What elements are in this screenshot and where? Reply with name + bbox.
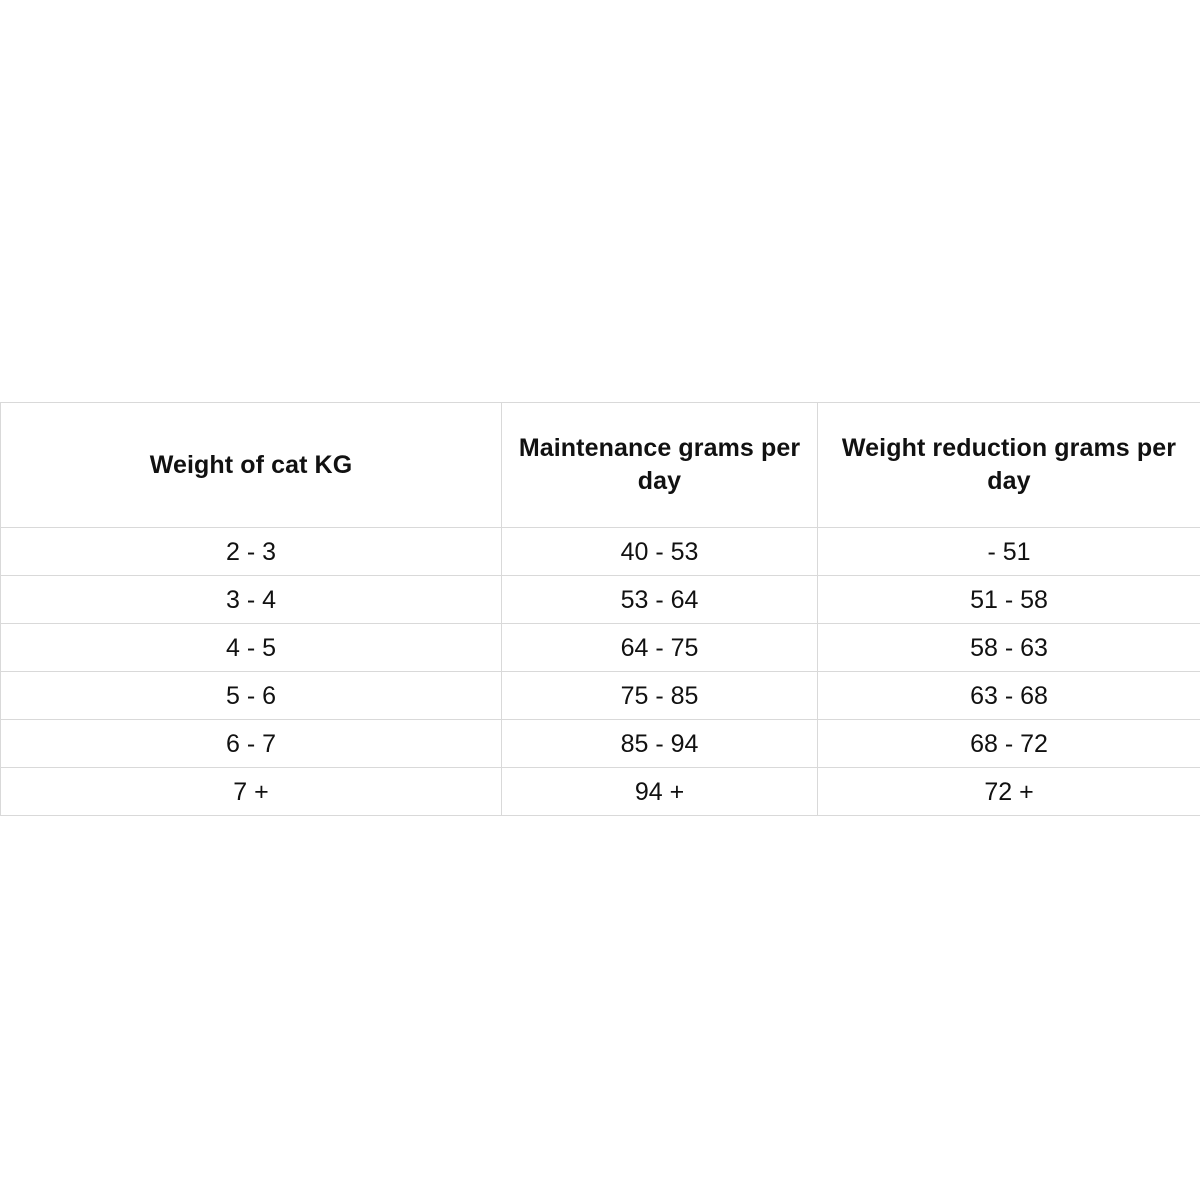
cell-maintenance: 75 - 85: [502, 672, 818, 720]
cell-maintenance: 85 - 94: [502, 720, 818, 768]
cell-maintenance: 94 +: [502, 768, 818, 816]
cell-weight: 3 - 4: [1, 576, 502, 624]
cell-weight: 2 - 3: [1, 528, 502, 576]
table-body: [1, 528, 1200, 816]
table-row: [1, 768, 1200, 816]
cell-weight-reduction: 58 - 63: [818, 624, 1200, 672]
table-row: [1, 576, 1200, 624]
cell-weight: 6 - 7: [1, 720, 502, 768]
cell-weight: 4 - 5: [1, 624, 502, 672]
cell-weight: 5 - 6: [1, 672, 502, 720]
table-row: [1, 624, 1200, 672]
column-header-weight-of-cat: Weight of cat KG: [1, 403, 502, 528]
table-row: [1, 528, 1200, 576]
cell-weight: 7 +: [1, 768, 502, 816]
feeding-guide-table: [0, 402, 1200, 816]
cell-weight-reduction: - 51: [818, 528, 1200, 576]
cell-weight-reduction: 63 - 68: [818, 672, 1200, 720]
table-row: [1, 720, 1200, 768]
column-header-weight-reduction-grams: Weight reduction grams per day: [818, 403, 1200, 528]
cell-weight-reduction: 72 +: [818, 768, 1200, 816]
table-row: [1, 672, 1200, 720]
table-header: [1, 403, 1200, 528]
cell-maintenance: 53 - 64: [502, 576, 818, 624]
cell-maintenance: 64 - 75: [502, 624, 818, 672]
cell-weight-reduction: 68 - 72: [818, 720, 1200, 768]
cell-maintenance: 40 - 53: [502, 528, 818, 576]
column-header-maintenance-grams: Maintenance grams per day: [502, 403, 818, 528]
feeding-guide-table-container: [0, 402, 1200, 816]
table-header-row: [1, 403, 1200, 528]
cell-weight-reduction: 51 - 58: [818, 576, 1200, 624]
